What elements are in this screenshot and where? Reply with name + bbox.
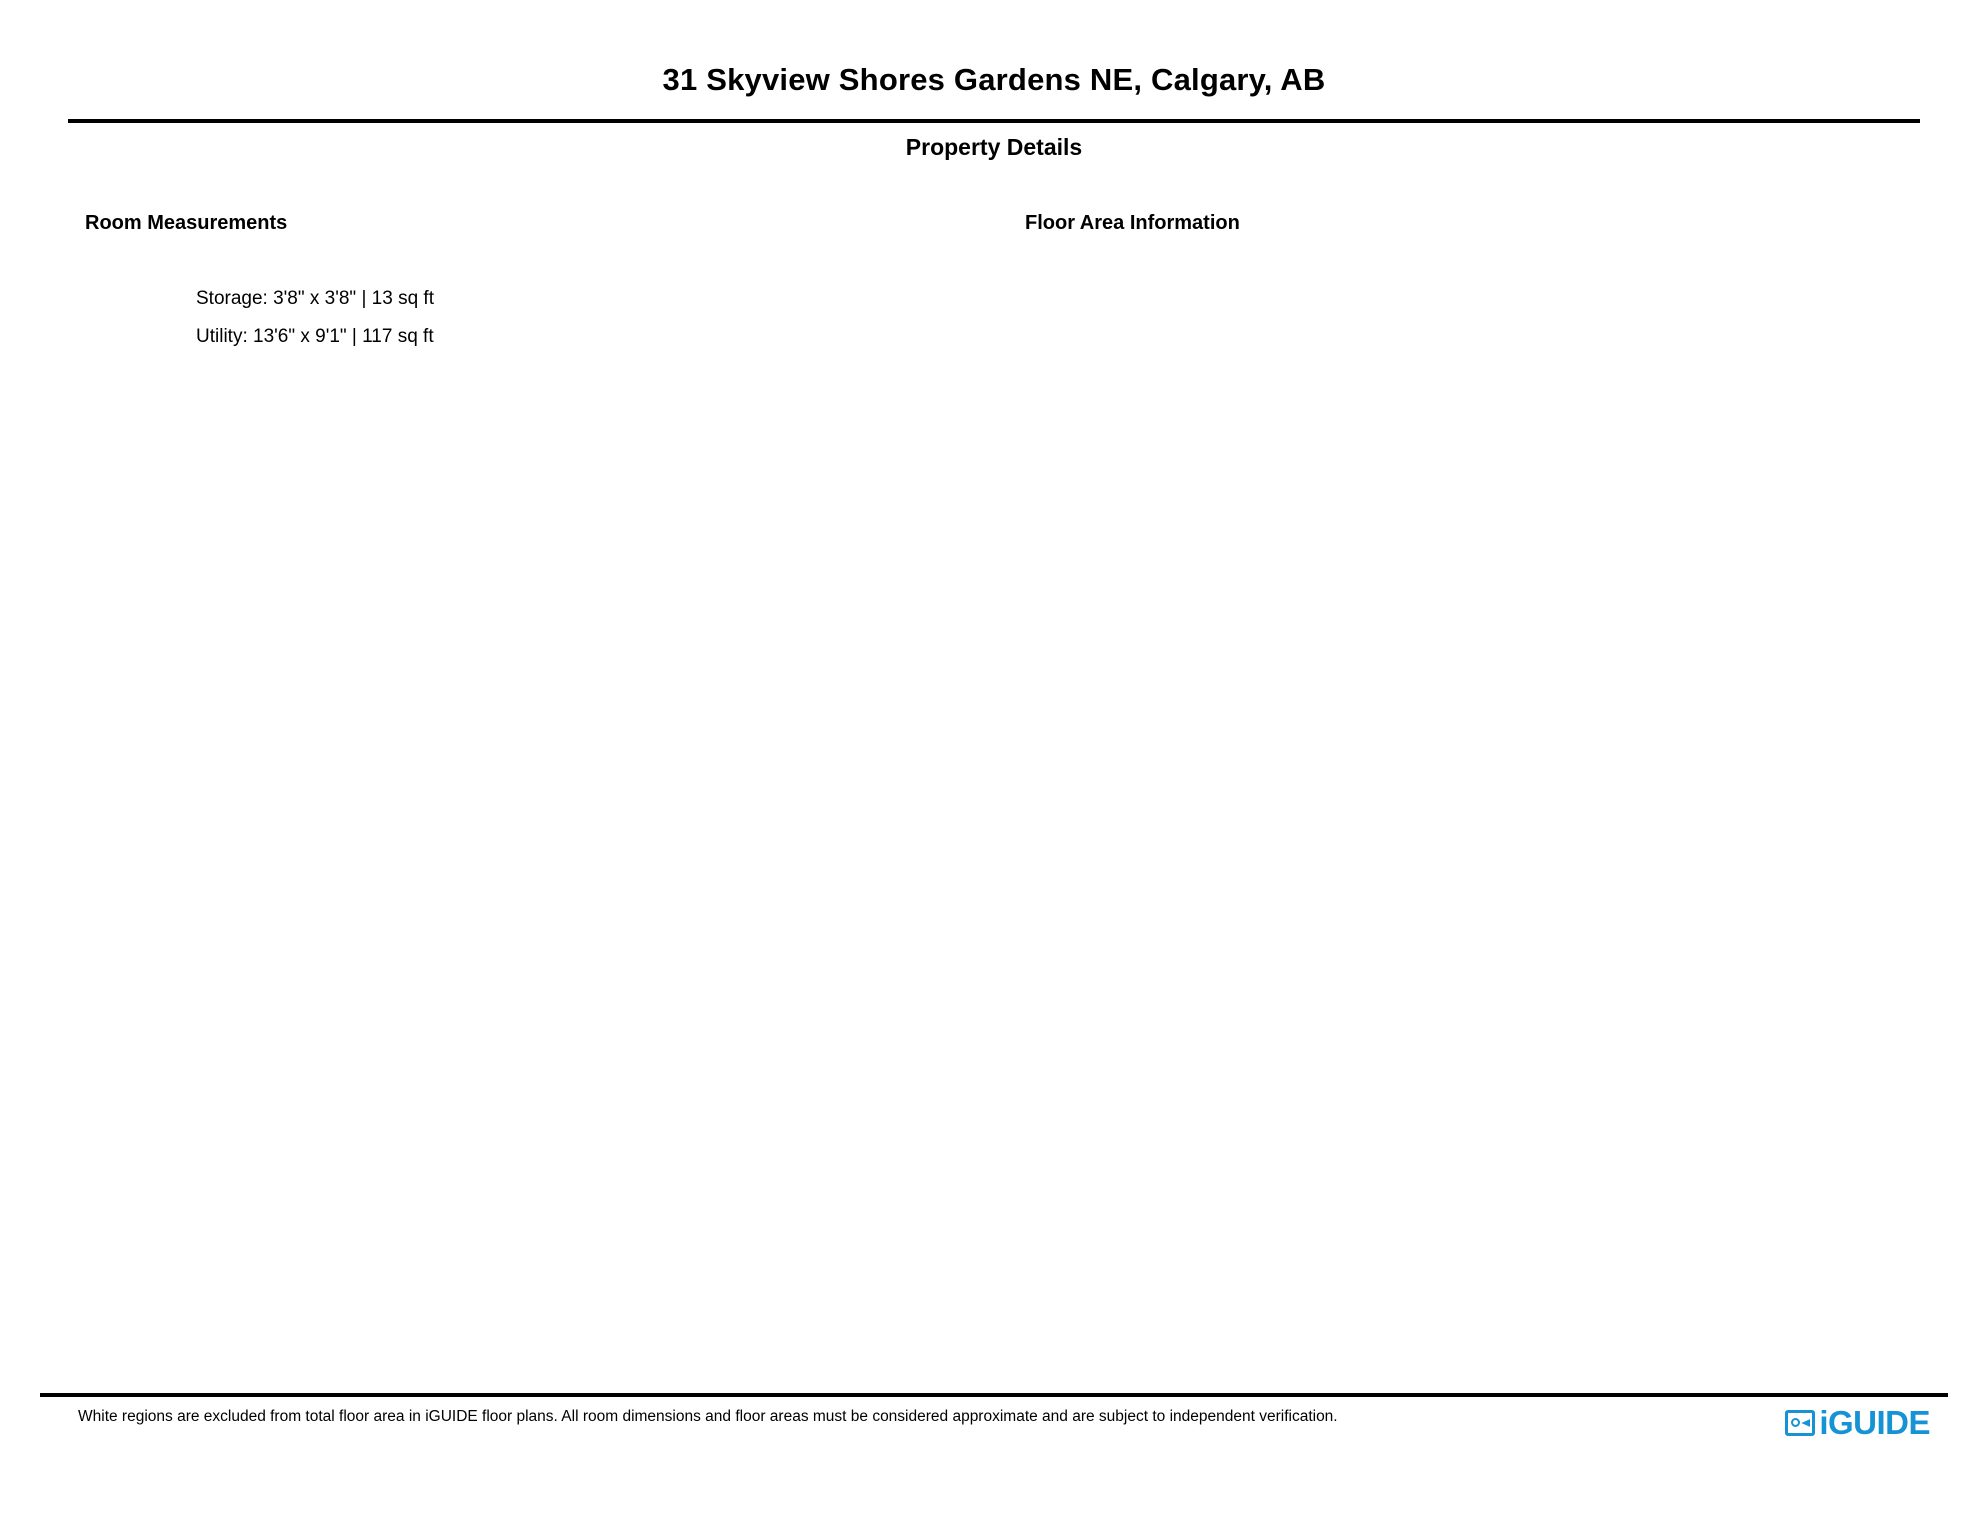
title-divider <box>68 119 1920 123</box>
iguide-logo <box>1785 1404 1930 1441</box>
footer-disclaimer: White regions are excluded from total floor area in iGUIDE floor plans. All room dimensions and floor areas must be considered approximate and are subject to independent verification. <box>78 1408 1338 1425</box>
page-title: 31 Skyview Shores Gardens NE, Calgary, AB <box>662 62 1326 97</box>
iguide-logo-text: iGUIDE <box>1819 1404 1930 1441</box>
room-measurements-list <box>196 280 896 356</box>
room-measurement-item: Storage: 3'8" x 3'8" | 13 sq ft <box>196 288 434 309</box>
footer-divider <box>40 1393 1948 1397</box>
iguide-logo-icon <box>1785 1410 1815 1436</box>
room-measurements-heading: Room Measurements <box>85 212 288 234</box>
room-measurement-item: Utility: 13'6" x 9'1" | 117 sq ft <box>196 326 434 347</box>
floor-area-heading: Floor Area Information <box>1025 212 1240 234</box>
page-subtitle: Property Details <box>905 134 1083 160</box>
